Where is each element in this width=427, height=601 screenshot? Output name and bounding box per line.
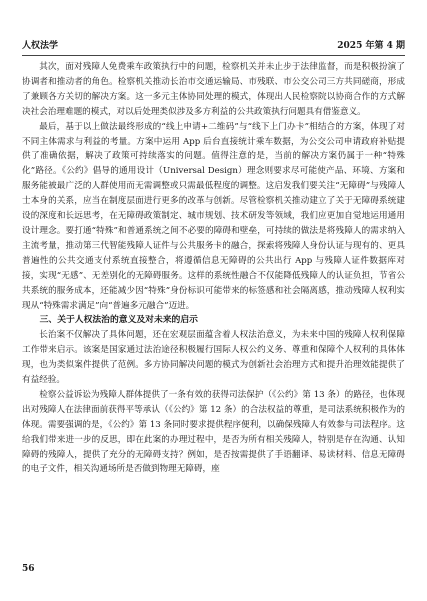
journal-name: 人权法学: [22, 41, 59, 51]
header-rule: [22, 55, 405, 56]
issue-label: 2025 年第 4 期: [337, 41, 405, 51]
section-heading: 三、关于人权法治的意义及对未来的启示: [39, 315, 198, 326]
body-paragraph: 长治案不仅解决了具体问题，还在宏观层面蕴含着人权法治意义，为未来中国的残障人权利保障工作带来启示。该案是国家通过法治途径积极履行国际人权公约义务、尊重和保障个人权利的具体体现，也为类似案件提供了范例。多方协同解决问题的模式为创新社会治理方式和提升治理效能提供了有益经验。: [22, 330, 405, 386]
article-body: [22, 60, 405, 477]
body-paragraph: 检察公益诉讼为残障人群体提供了一条有效的获得司法保护（《公约》第 13 条）的路径，也体现出对残障人在法律面前获得平等承认（《公约》第 12 条）的合法权益的尊重，是司法系统积极作为的体现。需要强调的是，《公约》第 13 条同时要求提供程序便利，以确保残障人有效参与司法程序。这给我们带来进一步的反思，即在此案的办理过程中，是否为所有相关残障人，特别是存在沟通、认知障碍的残障人，提供了充分的无障碍支持？例如，是否按需提供了手语翻译、易读材料、信息无障碍的电子文件，相关沟通场所是否做到物理无障碍，座: [22, 389, 405, 475]
body-paragraph: 其次，面对残障人免费乘车政策执行中的问题，检察机关并未止步于法律监督，而是积极扮演了协调者和推动者的角色。检察机关推动长治市交通运输局、市残联、市公交公司三方共同磋商，形成了兼顾各方关切的解决方案。这一多元主体协同处理的模式，体现出人民检察院以协商合作的方式解决社会治理难题的模式，对以后处理类似涉及多方利益的公共政策执行问题具有借鉴意义。: [22, 62, 405, 117]
running-header: [22, 38, 405, 51]
page-number: 56: [22, 564, 35, 574]
body-paragraph: 最后，基于以上做法最终形成的“线上申请+二维码”与“线下上门办卡”相结合的方案，体现了对不同主体需求与利益的考量。方案中运用 App 后台直接统计乘车数据，为公交公司申请政府补贴提供了准确依据，解决了政策可持续落实的问题。值得注意的是，当前的解决方案仍属于一种“特殊化”路径。《公约》倡导的通用设计（Universal Design）理念则要求尽可能使产品、环境、方案和服务能被最广泛的人群使用而无需调整或只需最低程度的调整。这启发我们要关注“无障碍”与残障人士本身的关系，应当在制度层面进行更多的改革与创新。尽管检察机关推动建立了关于无障碍系统建设的深度和长远思考，在无障碍政策制定、城市规划、技术研发等领域，我们应更加自觉地运用通用设计理念。要打通“特殊”和普通系统之间不必要的障碍和壁垒，可持续的做法是将残障人的需求纳入主流考量，推动第三代智能残障人证件与公共服务卡的融合，探索将残障人身份认证与现有的、更具普遍性的公共交通支付系统直接整合，将遵循信息无障碍的公共出行 App 与残障人证件数据库对接，实现“无感”、无差别化的无障碍服务。这样的系统性融合不仅能降低残障人的认证负担，节省公共系统的服务成本，还能减少因“特殊”身份标识可能带来的标签感和社会隔离感，推动残障人权利实现从“特殊需求满足”向“普遍多元融合”迈进。: [22, 121, 405, 311]
